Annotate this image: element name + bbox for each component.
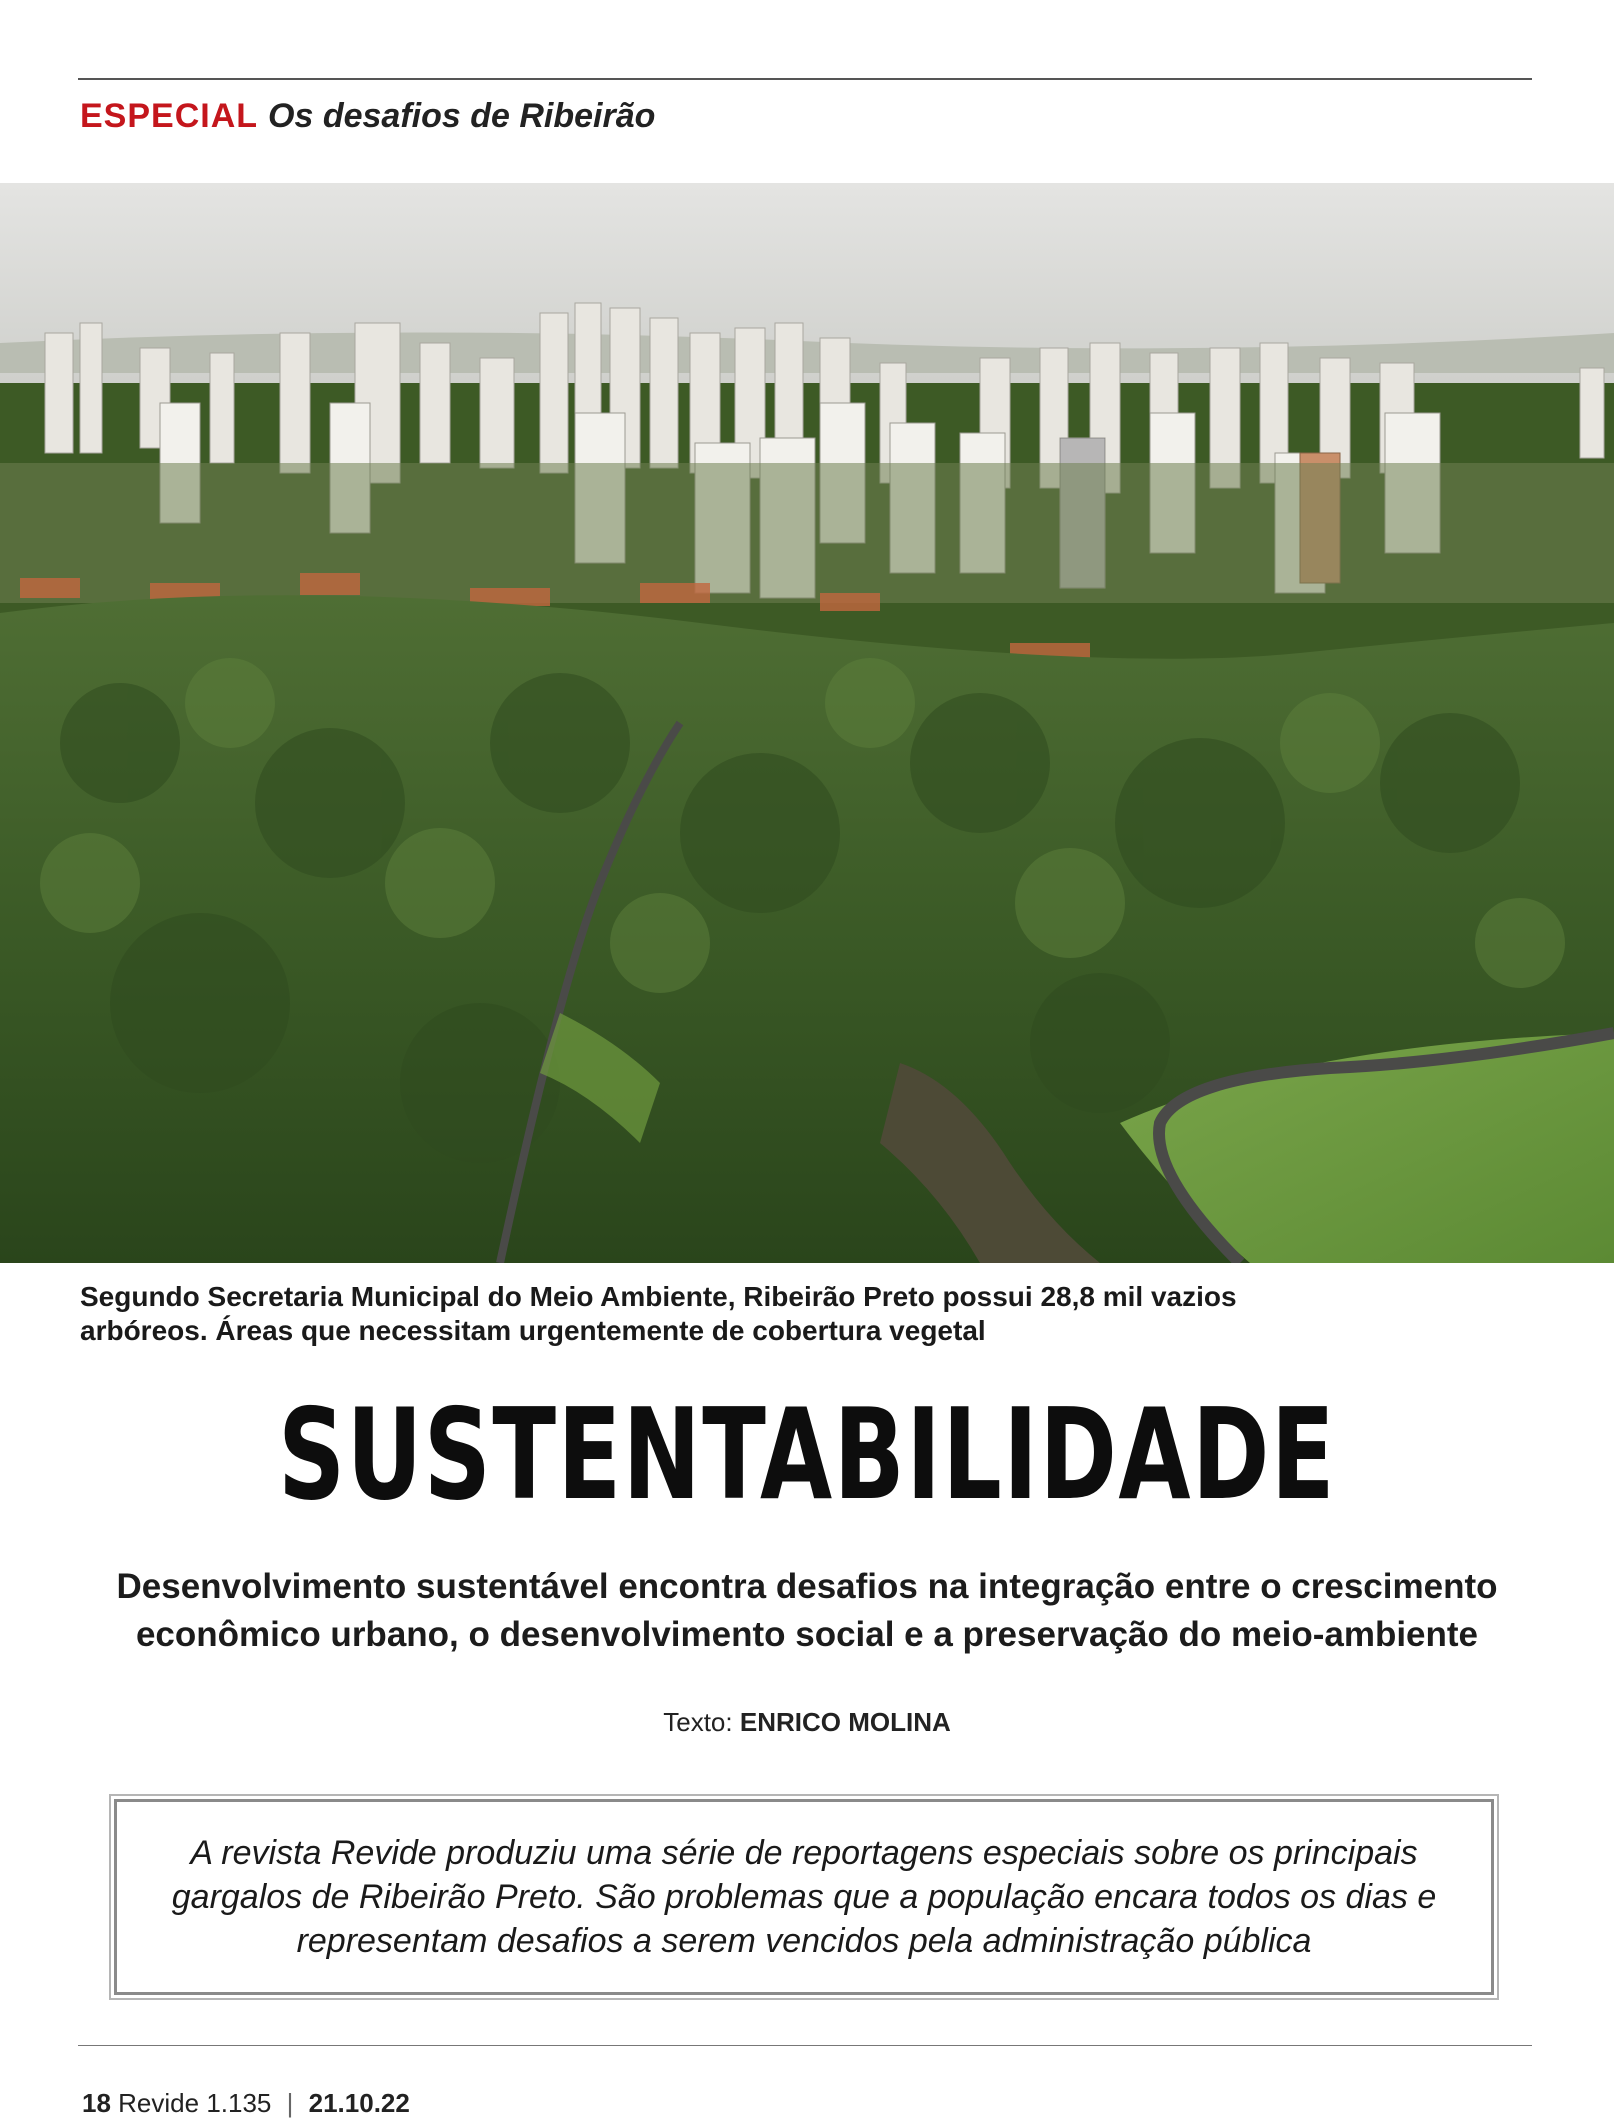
byline-author: ENRICO MOLINA — [739, 1707, 951, 1737]
magazine-issue: Revide 1.135 — [118, 2088, 272, 2118]
callout-text: A revista Revide produziu uma série de reportagens especiais sobre os principais gargalos de Ribeirão Preto. São problemas que a população encara todos os dias e representam desafios a serem vencidos pela administração pública — [171, 1834, 1437, 1960]
callout-box — [114, 1799, 1494, 1995]
article-headline: SUSTENTABILIDADE — [277, 1381, 1337, 1528]
issue-date: 21.10.22 — [308, 2088, 410, 2118]
page-number: 18 — [82, 2088, 111, 2118]
aerial-photo — [0, 183, 1614, 1263]
page-footer — [82, 2088, 410, 2118]
section-label: ESPECIAL — [80, 97, 259, 135]
header-rule — [78, 78, 1532, 80]
footer-separator: | — [286, 2088, 294, 2118]
byline-label: Texto: — [663, 1707, 733, 1737]
photo-caption: Segundo Secretaria Municipal do Meio Ambiente, Ribeirão Preto possui 28,8 mil vazios arbóreos. Áreas que necessitam urgentemente de cobertura vegetal — [80, 1281, 1237, 1346]
section-header — [80, 96, 655, 136]
section-topic: Os desafios de Ribeirão — [268, 97, 656, 135]
article-byline — [0, 1706, 1614, 1738]
footer-rule — [78, 2045, 1532, 2046]
article-deck: Desenvolvimento sustentável encontra desafios na integração entre o crescimento econômico urbano, o desenvolvimento social e a preservação do meio-ambiente — [116, 1567, 1498, 1654]
